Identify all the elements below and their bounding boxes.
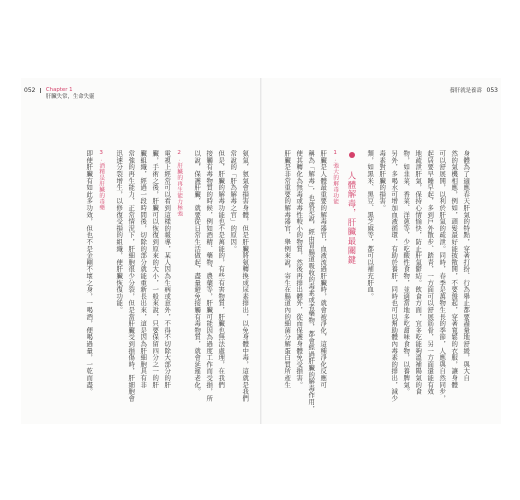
- book-title: 養肝就是養壽: [449, 88, 482, 94]
- text-column: 肝臟是非常重要的解毒器官，舉例來說，寄生在腸道內的細菌分解蛋白質所產生: [283, 150, 292, 388]
- text-column: 地疏泄肝氣，保持心情愉快，防止肝氣鬱結。飲食方面，宜多吃能夠溫補陽氣的食: [414, 150, 423, 395]
- chapter-label: Chapter 1: [45, 87, 73, 93]
- text-column: 類，如黑米、黑豆、黑芝麻等，都可以補充肝血。: [366, 150, 375, 300]
- book-spread: [21, 78, 501, 424]
- text-column: 氨氣，氨氣會損害身體，但是肝臟將氨轉換成尿素排出，以免身體中毒，這就是我們: [241, 150, 250, 402]
- left-page-number: 052: [24, 87, 36, 94]
- section-heading-text: 人體解毒，肝臟最關鍵: [347, 171, 357, 265]
- text-column: 另外，多喝水可增加血液循環，有助於養肝，同時也可以幫助體內毒素的排出，減少: [390, 150, 399, 402]
- text-column: 物，如韭菜、香菜、洋蔥等，少吃酸性食物，並適當地多吃甜味食物，以養脾氣。: [402, 150, 411, 395]
- text-column: 電視上經常可以看到這樣的報導，某人因為生病或意外，不得不切除大部分的肝: [163, 150, 172, 388]
- subsection-title: 1.強大的解毒功能: [332, 150, 339, 205]
- heading-bullet-icon: [349, 152, 355, 158]
- header-divider: [40, 88, 41, 93]
- text-column: 臟組織，經過一段時間後，切除的部分就能重新長出來，這是因為肝細胞具有非: [139, 150, 148, 388]
- text-column: 肝臟是人體最重要的解毒器官，血液流過肝臟時，就會被淨化，這種淨化反應可: [319, 150, 328, 388]
- text-column: 使其轉化為無毒或毒性較小的物質，然後再排出體外，從而保護身體免受損害。: [295, 150, 304, 388]
- text-column: 即使肝臟有如此多功效，但也不是金剛不壞之身，一喝酒，便喝過量，一乾而盡。: [85, 150, 94, 395]
- text-column: 常強的再生能力，正常情況下，肝細胞很少分裂，但是當肝臟受到損傷時，肝細胞會: [127, 150, 136, 402]
- text-column: 起居要早睡早起，多到戶外散步、踏青，一方面可以舒展筋骨，另一方面還能有效: [426, 150, 435, 395]
- text-column: 稱為「解毒」，也就是說，經由胃腸道吸收的毒素或者藥物，都會經過肝臟的解毒作用，: [307, 150, 316, 412]
- text-column: 身體為了適應春天肝氣的特點，穿著打扮、行為舉止都要盡量地舒緩，與大自: [462, 150, 471, 382]
- left-chapter-block: [46, 87, 95, 101]
- text-column: 以說，保護肝臟，就要從日常生活做起，盡量避免接觸有毒物質，就會延遲老化。: [193, 150, 202, 395]
- text-column: 毒素對肝臟的損害。: [378, 150, 387, 212]
- text-column: 但是，肝臟的解毒功能也不是萬能的，有些有害物質，肝臟也無法處理，在我們: [217, 150, 226, 388]
- right-page-header: [449, 87, 498, 95]
- text-column: 然的氣機相應，例如，頭髮最好能披散開，不要盤起，穿著寬鬆的衣服，讓身體: [450, 150, 459, 388]
- right-page-number: 053: [486, 87, 498, 94]
- text-column: 臟，手術之後，肝臟可以恢復到原來的大小，一般來說，只要保留四分之一的肝: [151, 150, 160, 388]
- chapter-title: 肝臟失常，生命失靈: [45, 94, 95, 100]
- text-column: 可以舒展開，以利於肝氣的疏泄。同時，春季是萬物生長的季節，人應與自然同步，: [438, 150, 447, 402]
- left-page-header: [24, 87, 94, 101]
- subsection-title: 3.酒精是肝臟的毒藥: [98, 150, 105, 211]
- book-spine: [260, 78, 262, 424]
- text-column: 迅速分裂增生，以修復受損的組織，使肝臟恢復功能。: [115, 150, 124, 314]
- section-heading: [346, 152, 358, 265]
- subsection-title: 2.肝臟的再生能力極強: [176, 150, 183, 217]
- text-column: 接觸有毒物質的時候，例如酒精、藥物、農藥等，肝臟可能因為過度工作而受損，所: [205, 150, 214, 402]
- text-column: 常說的「肝為解毒之官」的原因。: [229, 150, 238, 252]
